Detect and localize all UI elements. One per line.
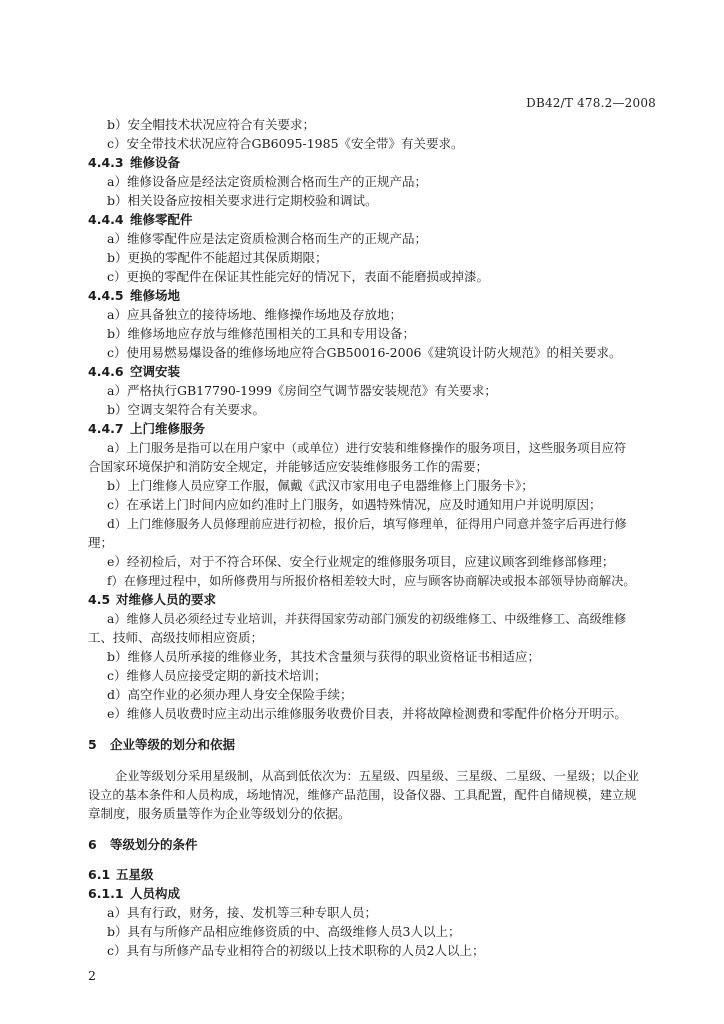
section-heading-4-4-6 xyxy=(88,363,180,381)
section-title: 企业等级的划分和依据 xyxy=(110,737,236,752)
section-heading-4-4-3 xyxy=(88,154,180,172)
section-title: 维修零配件 xyxy=(130,212,193,227)
section-title: 等级划分的条件 xyxy=(110,837,198,852)
list-item: c）维修人员应接受定期的新技术培训； xyxy=(107,668,327,683)
section-number: 4.4.3 xyxy=(88,155,124,170)
list-item: a）严格执行GB17790-1999《房间空气调节器安装规范》有关要求； xyxy=(107,383,497,398)
page-number: 2 xyxy=(88,968,96,983)
list-item: a）维修零配件应是法定资质检测合格而生产的正规产品； xyxy=(107,231,427,246)
list-item: b）上门维修人员应穿工作服，佩戴《武汉市家用电子电器维修上门服务卡》； xyxy=(107,478,534,493)
section-heading-6-1-1 xyxy=(88,885,180,903)
list-item: a）维修设备应是经法定资质检测合格而生产的正规产品； xyxy=(107,174,427,189)
section-title: 空调安装 xyxy=(130,364,181,379)
section-title: 对维修人员的要求 xyxy=(116,592,217,607)
section-heading-4-4-5 xyxy=(88,287,180,305)
list-item: c）使用易燃易爆设备的维修场地应符合GB50016-2006《建筑设计防火规范》的相关要求。 xyxy=(107,345,622,360)
section-number: 6.1.1 xyxy=(88,886,124,901)
list-item-continuation: 理； xyxy=(88,535,114,550)
section-heading-6 xyxy=(88,836,198,854)
list-item: b）维修场地应存放与维修范围相关的工具和专用设备； xyxy=(107,326,416,341)
section-number: 6.1 xyxy=(88,867,111,882)
list-item: e）经初检后，对于不符合环保、安全行业规定的维修服务项目，应建议顾客到维修部修理； xyxy=(107,554,615,569)
list-item: f）在修理过程中，如所修费用与所报价格相差较大时，应与顾客协商解决或报本部领导协商解决。 xyxy=(107,574,636,588)
list-item: c）具有与所修产品专业相符合的初级以上技术职称的人员2人以上； xyxy=(107,943,485,958)
list-item: b）更换的零配件不能超过其保质期限； xyxy=(107,250,328,265)
list-item: e）维修人员收费时应主动出示维修服务收费价目表，并将故障检测费和零配件价格分开明示。 xyxy=(107,706,627,721)
section-number: 4.4.4 xyxy=(88,212,124,227)
section-number: 4.5 xyxy=(88,592,111,607)
section-number: 6 xyxy=(88,837,97,852)
section-heading-4-4-7 xyxy=(88,420,205,438)
paragraph-line: 设立的基本条件和人员构成，场地情况，维修产品范围，设备仪器、工具配置，配件自储规模，建立规 xyxy=(88,788,637,802)
section-heading-4-4-4 xyxy=(88,211,193,229)
paragraph-line: 章制度，服务质量等作为企业等级划分的依据。 xyxy=(88,806,351,821)
section-heading-5 xyxy=(88,736,235,754)
list-item-continuation: 合国家环境保护和消防安全规定，并能够适应安装维修服务工作的需要； xyxy=(88,459,489,474)
list-item: a）维修人员必须经过专业培训，并获得国家劳动部门颁发的初级维修工、中级维修工、高级维修 xyxy=(107,612,627,626)
section-title: 维修场地 xyxy=(130,288,181,303)
section-number: 5 xyxy=(88,737,97,752)
list-item: a）上门服务是指可以在用户家中（或单位）进行安装和维修操作的服务项目，这些服务项目应符 xyxy=(107,441,627,455)
standard-number-header: DB42/T 478.2—2008 xyxy=(526,96,656,110)
section-title: 维修设备 xyxy=(130,155,181,170)
list-item-continuation: 工、技师、高级技师相应资质； xyxy=(88,630,264,645)
list-item: d）高空作业的必须办理人身安全保险手续； xyxy=(107,687,353,702)
list-item: c）安全带技术状况应符合GB6095-1985《安全带》有关要求。 xyxy=(107,136,464,151)
paragraph-line: 企业等级划分采用星级制，从高到低依次为：五星级、四星级、三星级、二星级、一星级；以企业 xyxy=(115,769,640,783)
section-number: 4.4.7 xyxy=(88,421,124,436)
section-heading-6-1 xyxy=(88,866,154,884)
section-number: 4.4.6 xyxy=(88,364,124,379)
list-item: b）空调支架符合有关要求。 xyxy=(107,402,266,417)
section-number: 4.4.5 xyxy=(88,288,124,303)
list-item: b）安全帽技术状况应符合有关要求； xyxy=(107,117,316,132)
list-item: c）更换的零配件在保证其性能完好的情况下，表面不能磨损或掉漆。 xyxy=(107,269,490,284)
list-item: a）具有行政，财务，接、发机等三种专职人员； xyxy=(107,905,377,920)
list-item: b）维修人员所承接的维修业务，其技术含量须与获得的职业资格证书相适应； xyxy=(107,649,541,664)
section-title: 人员构成 xyxy=(130,886,181,901)
section-title: 上门维修服务 xyxy=(130,421,206,436)
list-item: b）具有与所修产品相应维修资质的中、高级维修人员3人以上； xyxy=(107,924,461,939)
section-title: 五星级 xyxy=(116,867,154,882)
list-item: c）在承诺上门时间内应如约准时上门服务，如遇特殊情况，应及时通知用户并说明原因； xyxy=(107,497,602,512)
list-item: d）上门维修服务人员修理前应进行初检，报价后，填写修理单，征得用户同意并签字后再进行修 xyxy=(107,517,627,531)
list-item: a）应具备独立的接待场地、维修操作场地及存放地； xyxy=(107,307,402,322)
section-heading-4-5 xyxy=(88,591,216,609)
list-item: b）相关设备应按相关要求进行定期校验和调试。 xyxy=(107,193,378,208)
